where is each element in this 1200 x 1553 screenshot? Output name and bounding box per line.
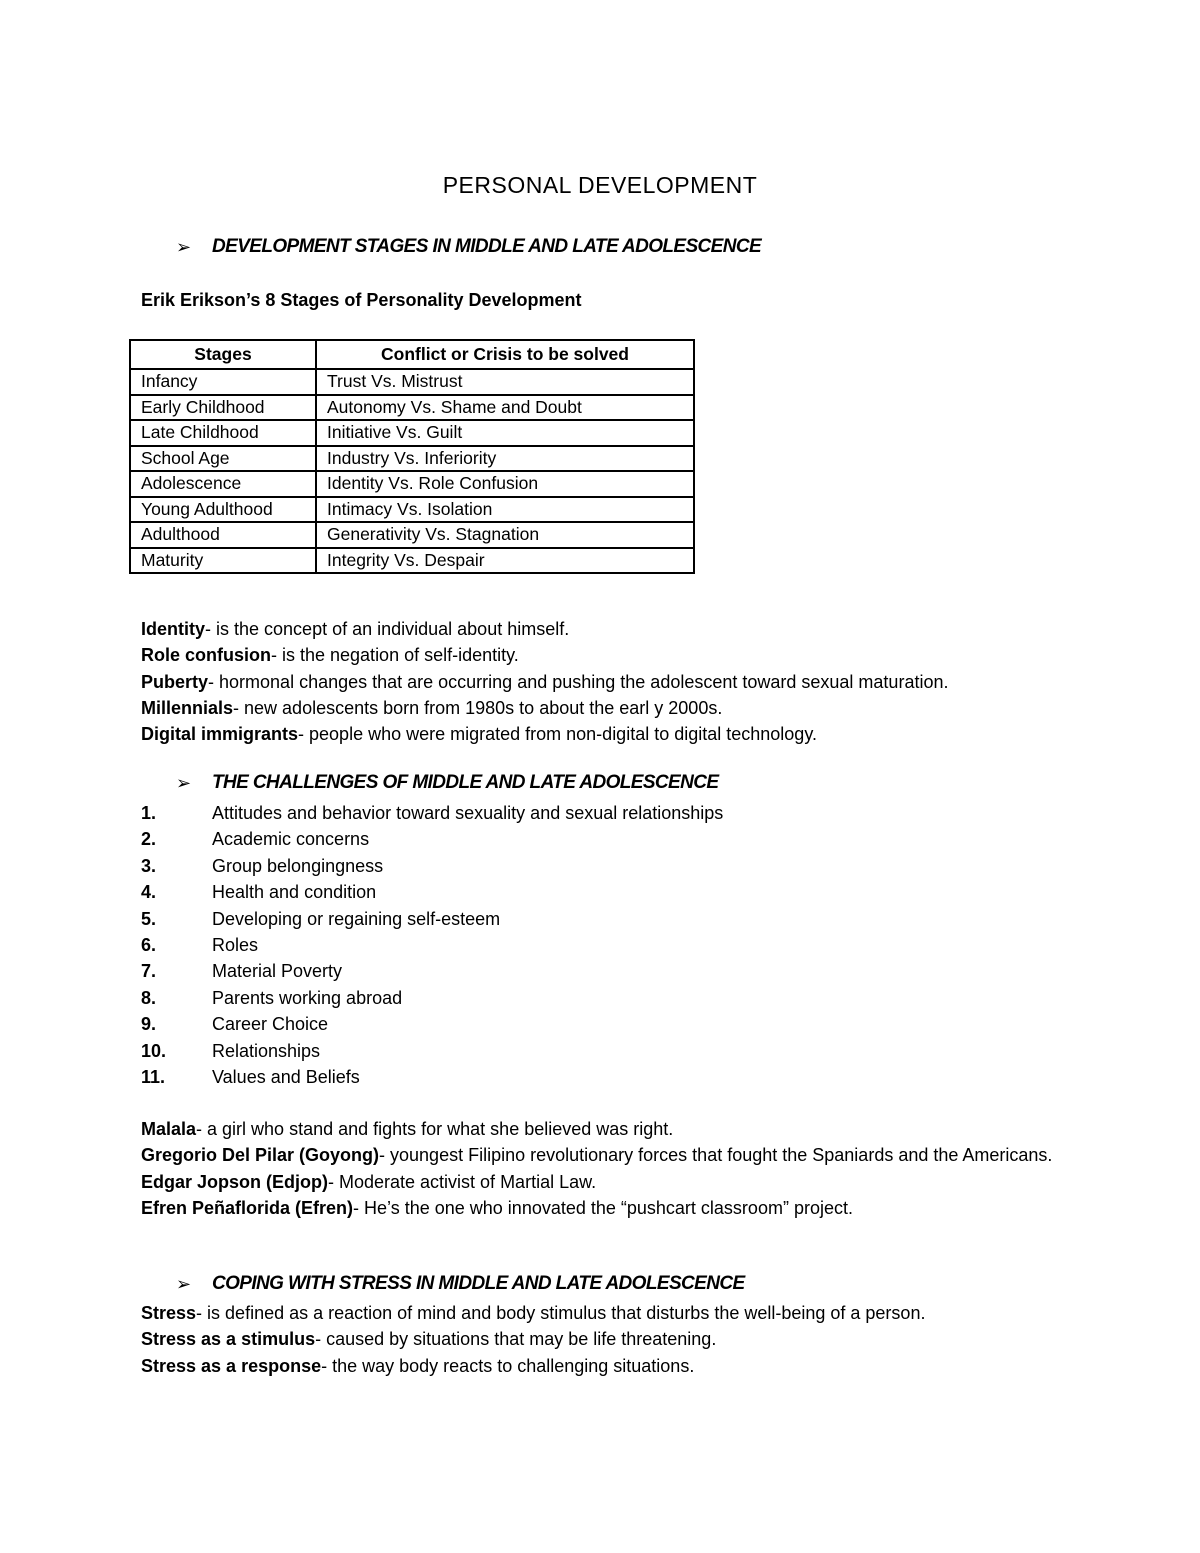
definition-term: Stress as a stimulus bbox=[141, 1329, 316, 1350]
erikson-stages-table bbox=[129, 339, 695, 574]
page-title: PERSONAL DEVELOPMENT bbox=[442, 172, 758, 198]
stage-cell: Early Childhood bbox=[130, 395, 316, 421]
erikson-title: Erik Erikson’s 8 Stages of Personality Development bbox=[141, 290, 582, 310]
list-item bbox=[141, 800, 723, 826]
section-heading-development bbox=[176, 236, 761, 258]
list-text: Values and Beliefs bbox=[212, 1067, 360, 1088]
list-number: 6. bbox=[141, 935, 157, 956]
definition-term: Identity bbox=[141, 619, 206, 639]
list-number: 4. bbox=[141, 882, 157, 903]
section-heading-text: DEVELOPMENT STAGES IN MIDDLE AND LATE ADOLESCENCE bbox=[212, 236, 762, 257]
conflict-cell: Autonomy Vs. Shame and Doubt bbox=[316, 395, 694, 421]
section-heading-coping bbox=[176, 1273, 745, 1295]
list-item bbox=[141, 1064, 723, 1090]
conflict-cell: Generativity Vs. Stagnation bbox=[316, 522, 694, 548]
definitions-block-3 bbox=[141, 1300, 1061, 1379]
list-text: Developing or regaining self-esteem bbox=[212, 908, 501, 929]
definition-term: Edgar Jopson (Edjop) bbox=[141, 1171, 328, 1192]
definition-term: Malala bbox=[141, 1119, 197, 1139]
definition-term: Stress bbox=[141, 1303, 197, 1323]
list-text: Group belongingness bbox=[212, 855, 384, 876]
list-text: Material Poverty bbox=[212, 961, 343, 982]
stage-cell: Late Childhood bbox=[130, 420, 316, 446]
definition-term: Role confusion bbox=[141, 645, 271, 666]
section-heading-text: THE CHALLENGES OF MIDDLE AND LATE ADOLESCENCE bbox=[212, 772, 719, 793]
definition-line bbox=[141, 1326, 1061, 1352]
list-item bbox=[141, 1011, 723, 1037]
definition-line bbox=[141, 1195, 1061, 1221]
definition-text: - hormonal changes that are occurring and pushing the adolescent toward sexual maturation. bbox=[208, 671, 949, 692]
list-number: 7. bbox=[141, 961, 157, 982]
list-number: 9. bbox=[141, 1014, 157, 1035]
list-item bbox=[141, 853, 723, 879]
list-number: 2. bbox=[141, 829, 157, 850]
definition-text: - caused by situations that may be life threatening. bbox=[315, 1329, 717, 1350]
challenges-list bbox=[141, 800, 723, 1090]
definition-text: - a girl who stand and fights for what she believed was right. bbox=[196, 1119, 674, 1139]
list-text: Roles bbox=[212, 935, 259, 956]
stage-cell: Maturity bbox=[130, 548, 316, 574]
section-heading-text: COPING WITH STRESS IN MIDDLE AND LATE ADOLESCENCE bbox=[212, 1273, 745, 1294]
column-header-stages: Stages bbox=[130, 340, 316, 369]
arrow-bullet-icon: ➢ bbox=[176, 772, 191, 793]
definition-text: - people who were migrated from non-digital to digital technology. bbox=[298, 724, 817, 745]
conflict-cell: Identity Vs. Role Confusion bbox=[316, 471, 694, 497]
list-item bbox=[141, 958, 723, 984]
definition-line bbox=[141, 721, 1061, 747]
definition-line bbox=[141, 1116, 1061, 1142]
definition-term: Millennials bbox=[141, 697, 234, 718]
list-number: 11. bbox=[141, 1067, 166, 1088]
table-row bbox=[130, 369, 694, 395]
list-item bbox=[141, 1038, 723, 1064]
table-row bbox=[130, 446, 694, 472]
list-item bbox=[141, 932, 723, 958]
definition-text: - the way body reacts to challenging situations. bbox=[321, 1355, 695, 1376]
conflict-cell: Industry Vs. Inferiority bbox=[316, 446, 694, 472]
definitions-block-1 bbox=[141, 616, 1061, 747]
conflict-cell: Intimacy Vs. Isolation bbox=[316, 497, 694, 523]
definition-line bbox=[141, 1300, 1061, 1326]
definition-line bbox=[141, 616, 1061, 642]
column-header-conflict: Conflict or Crisis to be solved bbox=[316, 340, 694, 369]
table-row bbox=[130, 497, 694, 523]
list-item bbox=[141, 826, 723, 852]
list-text: Attitudes and behavior toward sexuality and sexual relationships bbox=[212, 803, 724, 823]
definition-term: Digital immigrants bbox=[141, 724, 299, 745]
table-row bbox=[130, 471, 694, 497]
definition-text: - He’s the one who innovated the “pushcart classroom” project. bbox=[353, 1197, 853, 1218]
definition-term: Efren Peñaflorida (Efren) bbox=[141, 1197, 354, 1218]
table-row bbox=[130, 548, 694, 574]
conflict-cell: Integrity Vs. Despair bbox=[316, 548, 694, 574]
list-item bbox=[141, 906, 723, 932]
definition-text: - is the concept of an individual about himself. bbox=[205, 619, 570, 639]
list-item bbox=[141, 879, 723, 905]
list-item bbox=[141, 985, 723, 1011]
stage-cell: Adulthood bbox=[130, 522, 316, 548]
list-text: Parents working abroad bbox=[212, 987, 403, 1008]
list-text: Health and condition bbox=[212, 882, 377, 903]
definition-text: - is defined as a reaction of mind and body stimulus that disturbs the well-being of a person. bbox=[196, 1303, 926, 1323]
definition-term: Stress as a response bbox=[141, 1355, 322, 1376]
table-row bbox=[130, 522, 694, 548]
definition-text: - Moderate activist of Martial Law. bbox=[328, 1171, 597, 1192]
list-number: 3. bbox=[141, 855, 157, 876]
table-header-row bbox=[130, 340, 694, 369]
stage-cell: Infancy bbox=[130, 369, 316, 395]
definition-line bbox=[141, 1142, 1061, 1168]
definition-term: Puberty bbox=[141, 671, 209, 692]
definition-line bbox=[141, 1353, 1061, 1379]
section-heading-challenges bbox=[176, 772, 718, 794]
arrow-bullet-icon: ➢ bbox=[176, 236, 191, 257]
table-row bbox=[130, 420, 694, 446]
stage-cell: School Age bbox=[130, 446, 316, 472]
stage-cell: Young Adulthood bbox=[130, 497, 316, 523]
list-text: Relationships bbox=[212, 1040, 321, 1061]
list-number: 8. bbox=[141, 987, 157, 1008]
conflict-cell: Initiative Vs. Guilt bbox=[316, 420, 694, 446]
definition-line bbox=[141, 1169, 1061, 1195]
list-number: 5. bbox=[141, 908, 157, 929]
definition-text: - new adolescents born from 1980s to about the earl y 2000s. bbox=[233, 697, 723, 718]
list-number: 10. bbox=[141, 1040, 167, 1061]
list-text: Academic concerns bbox=[212, 829, 370, 850]
definition-line bbox=[141, 695, 1061, 721]
stage-cell: Adolescence bbox=[130, 471, 316, 497]
definition-line bbox=[141, 642, 1061, 668]
definition-line bbox=[141, 669, 1061, 695]
arrow-bullet-icon: ➢ bbox=[176, 1273, 191, 1294]
definitions-block-2 bbox=[141, 1116, 1061, 1221]
definition-term: Gregorio Del Pilar (Goyong) bbox=[141, 1145, 380, 1166]
list-number: 1. bbox=[141, 803, 157, 823]
list-text: Career Choice bbox=[212, 1014, 329, 1035]
table-row bbox=[130, 395, 694, 421]
definition-text: - is the negation of self-identity. bbox=[271, 645, 519, 666]
definition-text: - youngest Filipino revolutionary forces that fought the Spaniards and the Americans. bbox=[379, 1145, 1053, 1166]
conflict-cell: Trust Vs. Mistrust bbox=[316, 369, 694, 395]
